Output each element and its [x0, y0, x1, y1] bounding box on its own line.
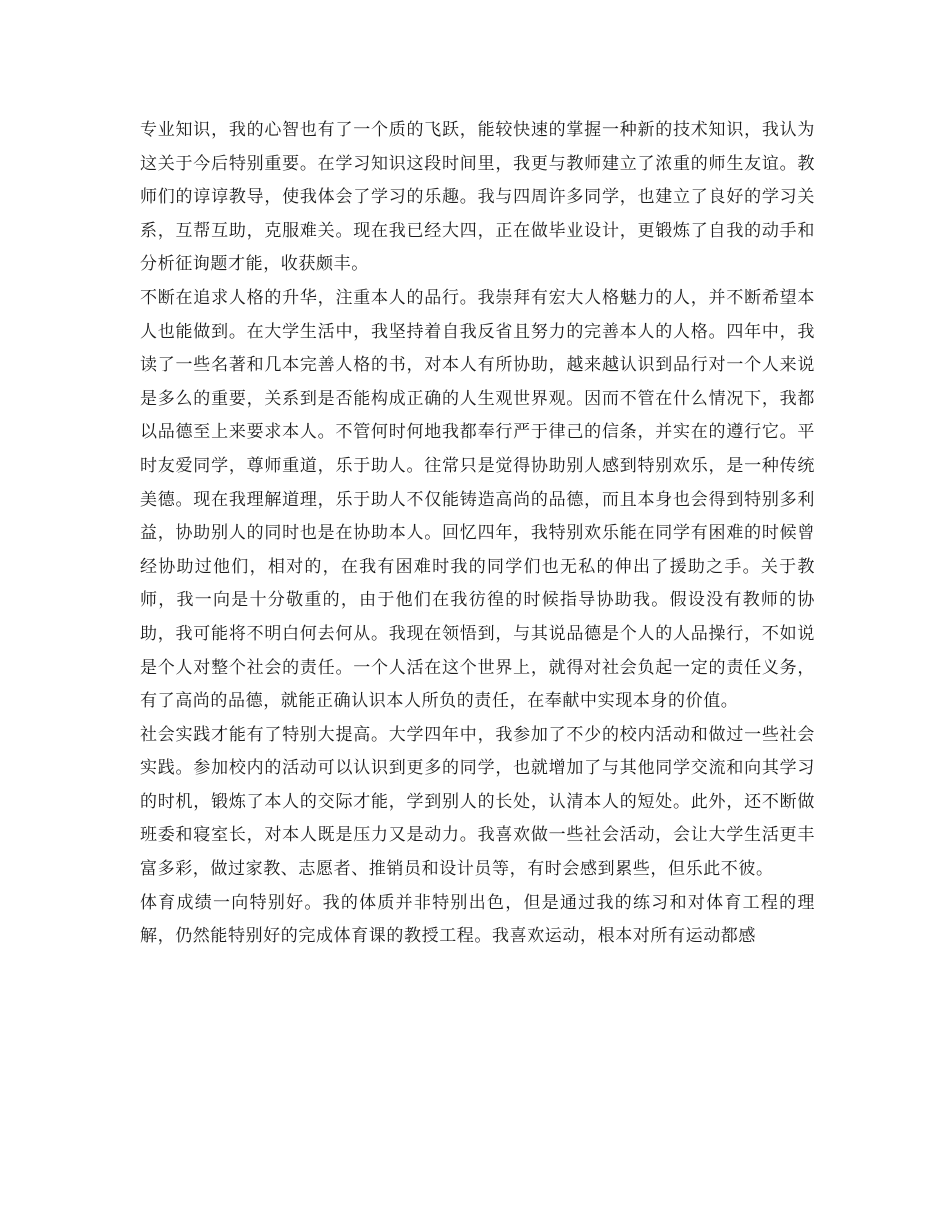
paragraph-study: 专业知识，我的心智也有了一个质的飞跃，能较快速的掌握一种新的技术知识，我认为这关于今后特别重要。在学习知识这段时间里，我更与教师建立了浓重的师生友谊。教师们的谆谆教导，使我体会了学习的乐趣。我与四周许多同学，也建立了良好的学习关系，互帮互助，克服难关。现在我已经大四，正在做毕业设计，更锻炼了自我的动手和分析征询题才能，收获颇丰。 — [140, 120, 815, 275]
paragraph-social-practice: 社会实践才能有了特别大提高。大学四年中，我参加了不少的校内活动和做过一些社会实践。参加校内的活动可以认识到更多的同学，也就增加了与其他同学交流和向其学习的时机，锻炼了本人的交际才能，学到别人的长处，认清本人的短处。此外，还不断做班委和寝室长，对本人既是压力又是动力。我喜欢做一些社会活动，会让大学生活更丰富多彩，做过家教、志愿者、推销员和设计员等，有时会感到累些，但乐此不彼。 — [140, 724, 815, 880]
paragraph-sports: 体育成绩一向特别好。我的体质并非特别出色，但是通过我的练习和对体育工程的理解，仍然能特别好的完成体育课的教授工程。我喜欢运动，根本对所有运动都感 — [140, 892, 815, 947]
paragraph-character: 不断在追求人格的升华，注重本人的品行。我崇拜有宏大人格魅力的人，并不断希望本人也能做到。在大学生活中，我坚持着自我反省且努力的完善本人的人格。四年中，我读了一些名著和几本完善人格的书，对本人有所协助，越来越认识到品行对一个人来说是多么的重要，关系到是否能构成正确的人生观世界观。因而不管在什么情况下，我都以品德至上来要求本人。不管何时何地我都奉行严于律己的信条，并实在的遵行它。平时友爱同学，尊师重道，乐于助人。往常只是觉得协助别人感到特别欢乐，是一种传统美德。现在我理解道理，乐于助人不仅能铸造高尚的品德，而且本身也会得到特别多利益，协助别人的同时也是在协助本人。回忆四年，我特别欢乐能在同学有困难的时候曾经协助过他们，相对的，在我有困难时我的同学们也无私的伸出了援助之手。关于教师，我一向是十分敬重的，由于他们在我彷徨的时候指导协助我。假设没有教师的协助，我可能将不明白何去何从。我现在领悟到，与其说品德是个人的人品操行，不如说是个人对整个社会的责任。一个人活在这个世界上，就得对社会负起一定的责任义务，有了高尚的品德，就能正确认识本人所负的责任，在奉献中实现本身的价值。 — [140, 287, 815, 712]
document-body — [140, 114, 815, 954]
